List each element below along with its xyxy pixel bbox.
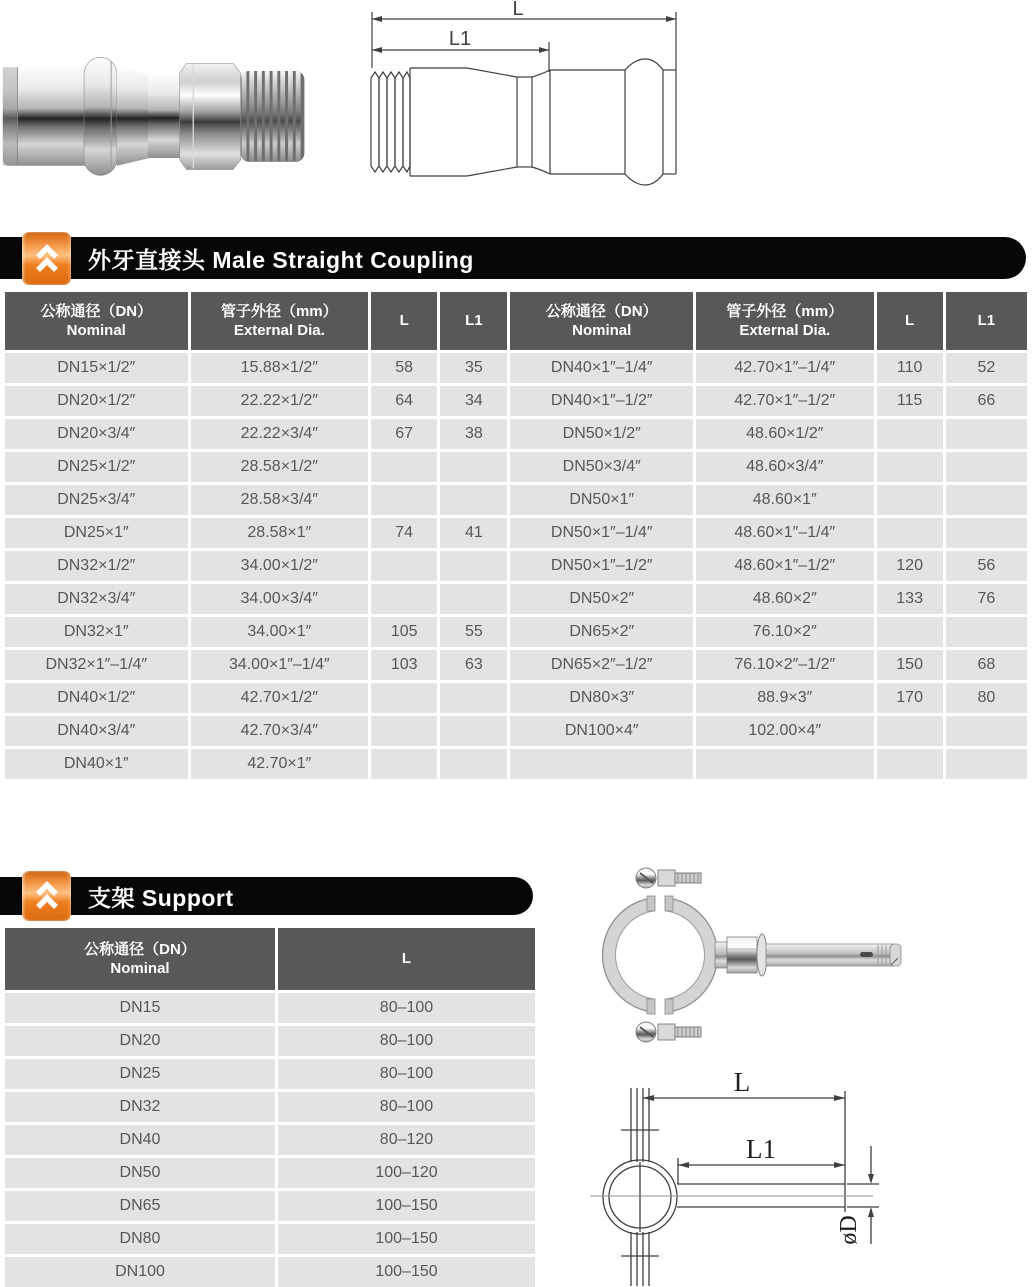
table-cell: 41 [440, 518, 507, 548]
table-cell: 100–150 [278, 1257, 535, 1287]
coupling-dimension-drawing [360, 0, 690, 195]
table-cell: DN50×1″–1/2″ [510, 551, 693, 581]
table-cell: 100–150 [278, 1224, 535, 1254]
table-cell [440, 716, 507, 746]
table-cell [696, 749, 874, 779]
header-cell-L1: L1 [946, 292, 1027, 350]
table-cell: DN25×3/4″ [5, 485, 188, 515]
table-cell: 100–120 [278, 1158, 535, 1188]
table-cell: DN20×3/4″ [5, 419, 188, 449]
header-cell-L: L [877, 292, 943, 350]
table-cell [440, 584, 507, 614]
table-cell [440, 749, 507, 779]
table-cell: 22.22×1/2″ [191, 386, 369, 416]
table-cell: 88.9×3″ [696, 683, 874, 713]
table-cell [440, 551, 507, 581]
table-cell: DN40×1″–1/4″ [510, 353, 693, 383]
header-cell-L: L [371, 292, 437, 350]
table-cell: 48.60×1/2″ [696, 419, 874, 449]
table-cell: 103 [371, 650, 437, 680]
table-cell: 38 [440, 419, 507, 449]
table-row [5, 1158, 535, 1188]
table-cell: DN40×1″ [5, 749, 188, 779]
table-cell [946, 419, 1027, 449]
table-cell: DN32×3/4″ [5, 584, 188, 614]
section-title: 外牙直接头 Male Straight Coupling [88, 246, 474, 273]
table-row [5, 386, 1027, 416]
header-cell-external-dia: 管子外径（mm） External Dia. [696, 292, 874, 350]
table-cell [946, 518, 1027, 548]
header-cell-nominal: 公称通径（DN） Nominal [510, 292, 693, 350]
table-cell: DN15×1/2″ [5, 353, 188, 383]
table-row [5, 716, 1027, 746]
table-cell: 56 [946, 551, 1027, 581]
section-title: 支架 Support [88, 884, 234, 911]
table-row [5, 584, 1027, 614]
table-cell: DN50×2″ [510, 584, 693, 614]
table-cell: 28.58×1″ [191, 518, 369, 548]
table-cell [371, 452, 437, 482]
table-row [5, 1224, 535, 1254]
dimension-label-L1: L1 [448, 28, 472, 50]
table-row [5, 485, 1027, 515]
table-cell: 42.70×1″–1/4″ [696, 353, 874, 383]
table-cell: 120 [877, 551, 943, 581]
table-cell [371, 749, 437, 779]
table-cell [946, 617, 1027, 647]
table-cell: 67 [371, 419, 437, 449]
dimension-label-L: L [512, 0, 524, 20]
table-cell [946, 716, 1027, 746]
table-cell: DN25×1/2″ [5, 452, 188, 482]
table-cell: DN20 [5, 1026, 275, 1056]
table-cell [877, 452, 943, 482]
table-row [5, 683, 1027, 713]
table-cell: 102.00×4″ [696, 716, 874, 746]
dimension-label-diameter: øD [836, 1215, 862, 1245]
table-row [5, 1092, 535, 1122]
table-cell: 80–100 [278, 1092, 535, 1122]
table-cell: 48.60×2″ [696, 584, 874, 614]
table-cell: DN50×1″–1/4″ [510, 518, 693, 548]
table-cell: DN40 [5, 1125, 275, 1155]
table-cell: 34.00×1″–1/4″ [191, 650, 369, 680]
table-row [5, 1059, 535, 1089]
table-row [5, 518, 1027, 548]
table-cell: DN100 [5, 1257, 275, 1287]
table-row [5, 650, 1027, 680]
table-cell: 15.88×1/2″ [191, 353, 369, 383]
table-row [5, 419, 1027, 449]
table-cell: DN50×3/4″ [510, 452, 693, 482]
double-chevron-up-icon [22, 232, 71, 285]
table-cell: 80–120 [278, 1125, 535, 1155]
header-cell-external-dia: 管子外径（mm） External Dia. [191, 292, 369, 350]
table-row [5, 551, 1027, 581]
support-dimension-drawing [575, 1058, 1032, 1287]
table-cell [877, 485, 943, 515]
table-cell: DN32 [5, 1092, 275, 1122]
table-cell: 42.70×3/4″ [191, 716, 369, 746]
table-cell: DN32×1″–1/4″ [5, 650, 188, 680]
table-header-row [5, 928, 535, 990]
table-cell: 105 [371, 617, 437, 647]
table-cell: 100–150 [278, 1191, 535, 1221]
dimension-label-L1: L1 [746, 1134, 776, 1164]
table-cell: 80 [946, 683, 1027, 713]
table-cell [440, 485, 507, 515]
table-cell: 110 [877, 353, 943, 383]
table-cell: DN20×1/2″ [5, 386, 188, 416]
table-cell [440, 683, 507, 713]
table-cell: DN25 [5, 1059, 275, 1089]
table-cell: DN32×1/2″ [5, 551, 188, 581]
table-row [5, 993, 535, 1023]
table-cell: 48.60×1″ [696, 485, 874, 515]
table-cell: 42.70×1″–1/2″ [696, 386, 874, 416]
table-cell [877, 419, 943, 449]
table-cell: 34 [440, 386, 507, 416]
table-cell: DN80 [5, 1224, 275, 1254]
table-cell: 28.58×1/2″ [191, 452, 369, 482]
table-cell: DN50 [5, 1158, 275, 1188]
table-cell: 48.60×1″–1/4″ [696, 518, 874, 548]
section-header-coupling [0, 237, 1026, 279]
dimension-label-L: L [733, 1067, 751, 1097]
support-dimensions-table [2, 925, 538, 1287]
table-cell: 22.22×3/4″ [191, 419, 369, 449]
support-clamp-photo [560, 850, 930, 1060]
table-header-row [5, 292, 1027, 350]
table-cell: DN15 [5, 993, 275, 1023]
table-cell [371, 551, 437, 581]
table-cell: DN80×3″ [510, 683, 693, 713]
table-cell: 76.10×2″–1/2″ [696, 650, 874, 680]
table-cell: 150 [877, 650, 943, 680]
table-cell: 34.00×1/2″ [191, 551, 369, 581]
table-cell [510, 749, 693, 779]
table-cell: 48.60×3/4″ [696, 452, 874, 482]
table-row [5, 1026, 535, 1056]
header-cell-nominal: 公称通径（DN） Nominal [5, 292, 188, 350]
coupling-dimensions-table [2, 289, 1030, 782]
table-cell: 115 [877, 386, 943, 416]
table-cell: DN50×1″ [510, 485, 693, 515]
table-cell: 170 [877, 683, 943, 713]
table-cell: DN40×1″–1/2″ [510, 386, 693, 416]
table-cell: 58 [371, 353, 437, 383]
table-cell [877, 716, 943, 746]
table-cell [877, 518, 943, 548]
table-cell: 55 [440, 617, 507, 647]
table-cell [946, 452, 1027, 482]
table-cell: 64 [371, 386, 437, 416]
table-cell [877, 749, 943, 779]
table-cell: 80–100 [278, 1026, 535, 1056]
table-cell: 35 [440, 353, 507, 383]
table-row [5, 1191, 535, 1221]
table-cell: DN40×1/2″ [5, 683, 188, 713]
table-cell [371, 716, 437, 746]
table-cell: 34.00×3/4″ [191, 584, 369, 614]
table-cell: 48.60×1″–1/2″ [696, 551, 874, 581]
table-cell: 66 [946, 386, 1027, 416]
section-header-support [0, 877, 533, 915]
table-cell: DN100×4″ [510, 716, 693, 746]
table-row [5, 452, 1027, 482]
table-cell: 52 [946, 353, 1027, 383]
table-row [5, 749, 1027, 779]
table-cell [946, 749, 1027, 779]
header-cell-nominal: 公称通径（DN） Nominal [5, 928, 275, 990]
table-cell: 133 [877, 584, 943, 614]
table-cell: 42.70×1/2″ [191, 683, 369, 713]
table-cell: DN65×2″ [510, 617, 693, 647]
table-cell [371, 485, 437, 515]
table-cell: DN50×1/2″ [510, 419, 693, 449]
table-cell: 42.70×1″ [191, 749, 369, 779]
table-row [5, 1125, 535, 1155]
table-cell [371, 683, 437, 713]
table-cell [440, 452, 507, 482]
table-cell: DN65×2″–1/2″ [510, 650, 693, 680]
table-cell: DN32×1″ [5, 617, 188, 647]
table-cell: DN25×1″ [5, 518, 188, 548]
table-cell: DN65 [5, 1191, 275, 1221]
table-cell: 34.00×1″ [191, 617, 369, 647]
double-chevron-up-icon [22, 871, 71, 921]
table-cell: 68 [946, 650, 1027, 680]
header-cell-L1: L1 [440, 292, 507, 350]
table-cell: 76.10×2″ [696, 617, 874, 647]
table-cell: 74 [371, 518, 437, 548]
table-cell [946, 485, 1027, 515]
header-cell-L: L [278, 928, 535, 990]
table-cell: 80–100 [278, 1059, 535, 1089]
table-cell [877, 617, 943, 647]
table-cell: DN40×3/4″ [5, 716, 188, 746]
table-row [5, 1257, 535, 1287]
coupling-product-photo [0, 42, 315, 187]
table-row [5, 353, 1027, 383]
table-cell: 28.58×3/4″ [191, 485, 369, 515]
table-cell [371, 584, 437, 614]
table-cell: 63 [440, 650, 507, 680]
table-row [5, 617, 1027, 647]
table-cell: 76 [946, 584, 1027, 614]
table-cell: 80–100 [278, 993, 535, 1023]
